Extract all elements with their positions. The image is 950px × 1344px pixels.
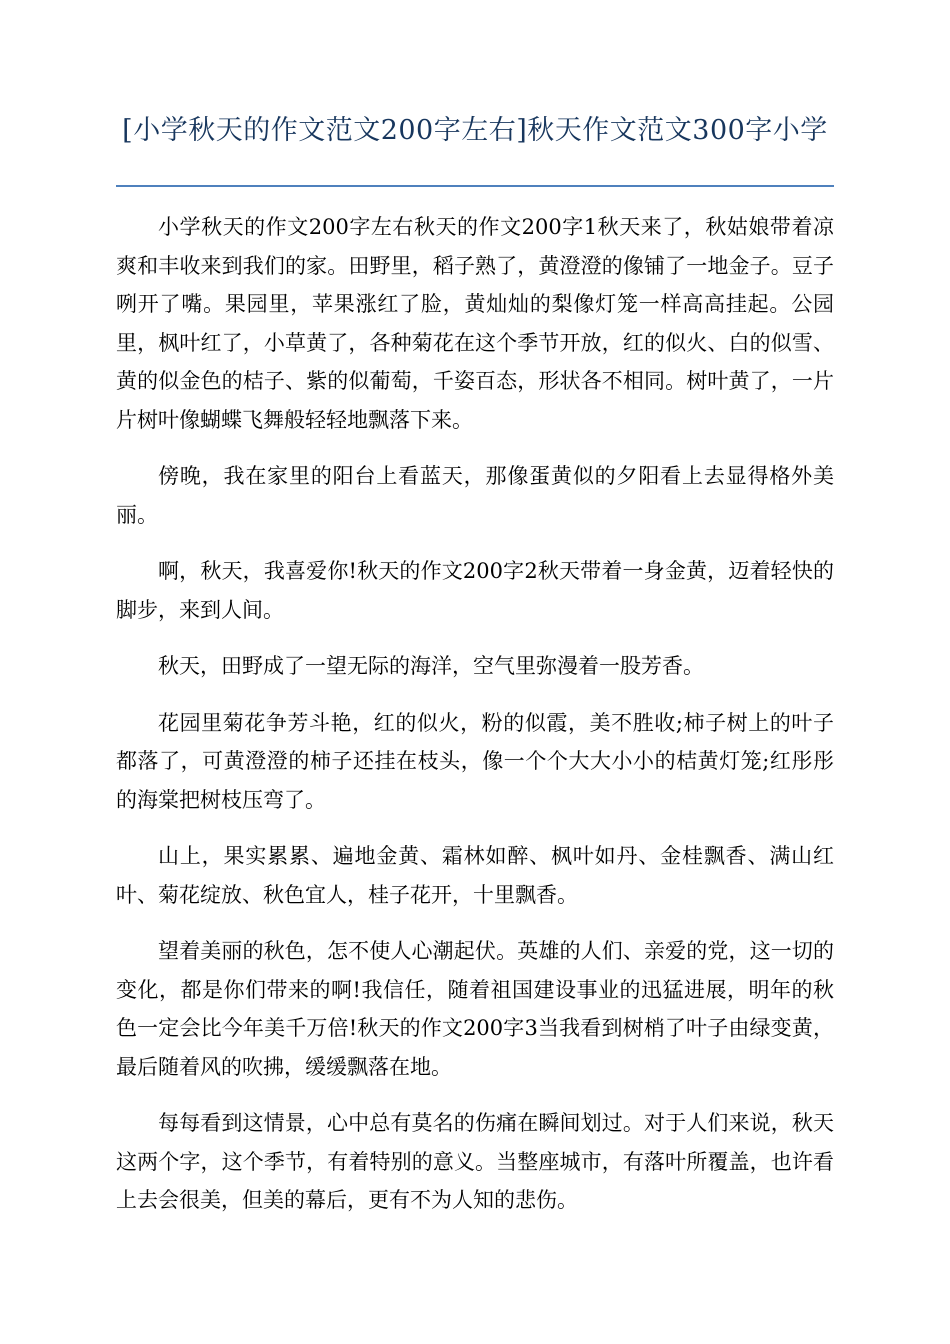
title-underline	[116, 185, 834, 187]
paragraph: 望着美丽的秋色，怎不使人心潮起伏。英雄的人们、亲爱的党，这一切的变化，都是你们带来的啊!我信任，随着祖国建设事业的迅猛进展，明年的秋色一定会比今年美千万倍!秋天的作文200字3当我看到树梢了叶子由绿变黄，最后随着风的吹拂，缓缓飘落在地。	[116, 939, 834, 1079]
paragraph: 啊，秋天，我喜爱你!秋天的作文200字2秋天带着一身金黄，迈着轻快的脚步，来到人间。	[116, 559, 834, 622]
document-body	[116, 208, 834, 1238]
paragraph: 小学秋天的作文200字左右秋天的作文200字1秋天来了，秋姑娘带着凉爽和丰收来到我们的家。田野里，稻子熟了，黄澄澄的像铺了一地金子。豆子咧开了嘴。果园里，苹果涨红了脸，黄灿灿的梨像灯笼一样高高挂起。公园里，枫叶红了，小草黄了，各种菊花在这个季节开放，红的似火、白的似雪、黄的似金色的桔子、紫的似葡萄，千姿百态，形状各不相同。树叶黄了，一片片树叶像蝴蝶飞舞般轻轻地飘落下来。	[116, 215, 834, 432]
paragraph: 山上，果实累累、遍地金黄、霜林如醉、枫叶如丹、金桂飘香、满山红叶、菊花绽放、秋色宜人，桂子花开，十里飘香。	[116, 844, 834, 907]
paragraph: 花园里菊花争芳斗艳，红的似火，粉的似霞，美不胜收;柿子树上的叶子都落了，可黄澄澄的柿子还挂在枝头，像一个个大大小小的桔黄灯笼;红彤彤的海棠把树枝压弯了。	[116, 710, 834, 812]
paragraph: 傍晚，我在家里的阳台上看蓝天，那像蛋黄似的夕阳看上去显得格外美丽。	[116, 464, 834, 527]
document-title: [小学秋天的作文范文200字左右]秋天作文范文300字小学	[122, 115, 828, 146]
paragraph: 秋天，田野成了一望无际的海洋，空气里弥漫着一股芳香。	[158, 654, 704, 678]
paragraph: 每每看到这情景，心中总有莫名的伤痛在瞬间划过。对于人们来说，秋天这两个字，这个季节，有着特别的意义。当整座城市，有落叶所覆盖，也许看上去会很美，但美的幕后，更有不为人知的悲伤。	[116, 1111, 834, 1212]
